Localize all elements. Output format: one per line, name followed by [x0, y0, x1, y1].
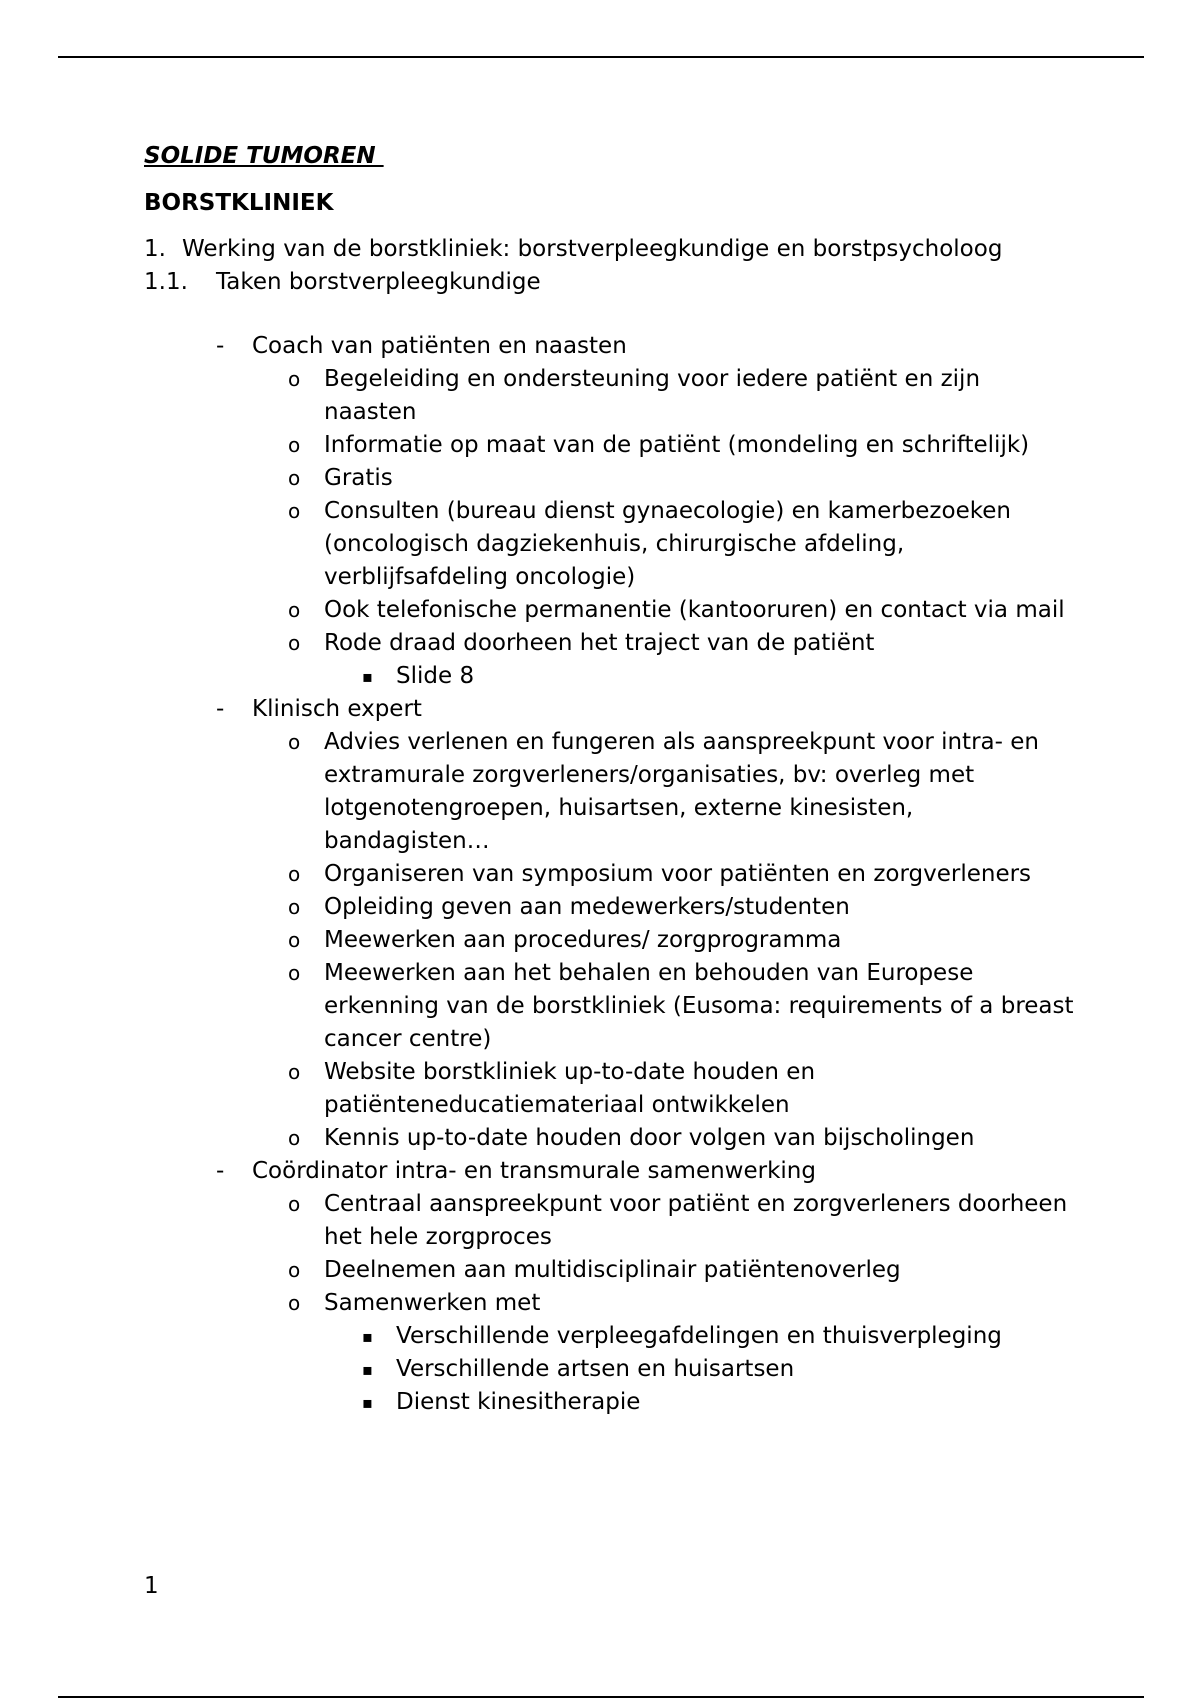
heading-1-1-text: Taken borstverpleegkundige: [216, 269, 541, 295]
task-subitem-text: Verschillende artsen en huisartsen: [396, 1356, 795, 1382]
task-item-text: Gratis: [324, 465, 393, 491]
task-group: [144, 1155, 1074, 1419]
task-item: [144, 462, 1074, 495]
heading-1: [144, 233, 1074, 266]
task-subitem: [144, 1386, 1074, 1419]
task-item: [144, 1056, 1074, 1122]
document-title: SOLIDE TUMOREN: [144, 143, 384, 169]
task-item: [144, 924, 1074, 957]
task-item: [144, 363, 1074, 429]
task-item-text: Website borstkliniek up-to-date houden en patiënteneducatiemateriaal ontwikkelen: [324, 1059, 816, 1118]
task-item: [144, 891, 1074, 924]
dash-bullet: -: [216, 696, 225, 722]
task-item-text: Consulten (bureau dienst gynaecologie) en kamerbezoeken (oncologisch dagziekenhuis, chirurgische afdeling, verblijfsafdeling oncologie): [324, 498, 1011, 590]
task-item: [144, 1254, 1074, 1287]
task-item-list: [252, 363, 1074, 693]
circle-bullet: o: [288, 367, 301, 391]
circle-bullet: o: [288, 433, 301, 457]
task-item: [144, 858, 1074, 891]
task-item-text: Meewerken aan procedures/ zorgprogramma: [324, 927, 842, 953]
dash-bullet: -: [216, 1158, 225, 1184]
heading-1-number: 1.: [144, 236, 166, 262]
header-rule: [58, 56, 1144, 58]
circle-bullet: o: [288, 1258, 301, 1282]
task-group: [144, 693, 1074, 1155]
page-number: 1: [144, 1573, 159, 1599]
circle-bullet: o: [288, 499, 301, 523]
task-item-list: [252, 1188, 1074, 1419]
task-item: [144, 1122, 1074, 1155]
circle-bullet: o: [288, 862, 301, 886]
document-body: [144, 140, 1074, 1419]
task-item-text: Opleiding geven aan medewerkers/studenten: [324, 894, 850, 920]
task-item: [144, 429, 1074, 462]
task-item-text: Kennis up-to-date houden door volgen van bijscholingen: [324, 1125, 975, 1151]
task-item: [144, 495, 1074, 594]
task-item-text: Deelnemen aan multidisciplinair patiëntenoverleg: [324, 1257, 901, 1283]
circle-bullet: o: [288, 1192, 301, 1216]
dash-bullet: -: [216, 333, 225, 359]
task-item-text: Organiseren van symposium voor patiënten en zorgverleners: [324, 861, 1032, 887]
task-item-list: [252, 726, 1074, 1155]
circle-bullet: o: [288, 961, 301, 985]
square-bullet: ▪: [362, 1360, 373, 1379]
circle-bullet: o: [288, 631, 301, 655]
task-group-label: Klinisch expert: [252, 696, 422, 722]
task-subitem-text: Slide 8: [396, 663, 475, 689]
heading-1-text: Werking van de borstkliniek: borstverpleegkundige en borstpsycholoog: [182, 236, 1003, 262]
task-item-text: Rode draad doorheen het traject van de patiënt: [324, 630, 875, 656]
task-subitem: [144, 660, 1074, 693]
task-subitem-text: Verschillende verpleegafdelingen en thuisverpleging: [396, 1323, 1002, 1349]
heading-1-1-number: 1.1.: [144, 269, 188, 295]
circle-bullet: o: [288, 1126, 301, 1150]
task-item-text: Centraal aanspreekpunt voor patiënt en zorgverleners doorheen het hele zorgproces: [324, 1191, 1068, 1250]
task-subitem: [144, 1353, 1074, 1386]
task-item-text: Ook telefonische permanentie (kantooruren) en contact via mail: [324, 597, 1065, 623]
circle-bullet: o: [288, 466, 301, 490]
task-group-label: Coördinator intra- en transmurale samenwerking: [252, 1158, 816, 1184]
task-item: [144, 957, 1074, 1056]
task-subitem-list: [324, 660, 1074, 693]
circle-bullet: o: [288, 730, 301, 754]
circle-bullet: o: [288, 928, 301, 952]
square-bullet: ▪: [362, 1327, 373, 1346]
task-group-label: Coach van patiënten en naasten: [252, 333, 627, 359]
square-bullet: ▪: [362, 1393, 373, 1412]
blank-line: [144, 299, 1074, 330]
task-item: [144, 1188, 1074, 1254]
task-item-text: Advies verlenen en fungeren als aanspreekpunt voor intra- en extramurale zorgverleners/organisaties, bv: overleg met lotgenotengroepen, huisartsen, externe kinesisten, bandagisten…: [324, 729, 1039, 854]
heading-1-1: [144, 266, 1074, 299]
task-item-text: Begeleiding en ondersteuning voor iedere patiënt en zijn naasten: [324, 366, 981, 425]
footer-rule: [58, 1696, 1144, 1698]
task-item: [144, 594, 1074, 627]
square-bullet: ▪: [362, 667, 373, 686]
task-subitem-text: Dienst kinesitherapie: [396, 1389, 641, 1415]
task-item: [144, 1287, 1074, 1419]
task-subitem: [144, 1320, 1074, 1353]
circle-bullet: o: [288, 895, 301, 919]
task-subitem-list: [324, 1320, 1074, 1419]
task-item-text: Informatie op maat van de patiënt (mondeling en schriftelijk): [324, 432, 1030, 458]
circle-bullet: o: [288, 598, 301, 622]
task-item: [144, 726, 1074, 858]
section-title: BORSTKLINIEK: [144, 190, 334, 216]
task-item-text: Samenwerken met: [324, 1290, 541, 1316]
circle-bullet: o: [288, 1291, 301, 1315]
task-list: [144, 330, 1074, 1419]
circle-bullet: o: [288, 1060, 301, 1084]
task-item: [144, 627, 1074, 693]
task-group: [144, 330, 1074, 693]
task-item-text: Meewerken aan het behalen en behouden van Europese erkenning van de borstkliniek (Eusoma: requirements of a breast cancer centre): [324, 960, 1074, 1052]
